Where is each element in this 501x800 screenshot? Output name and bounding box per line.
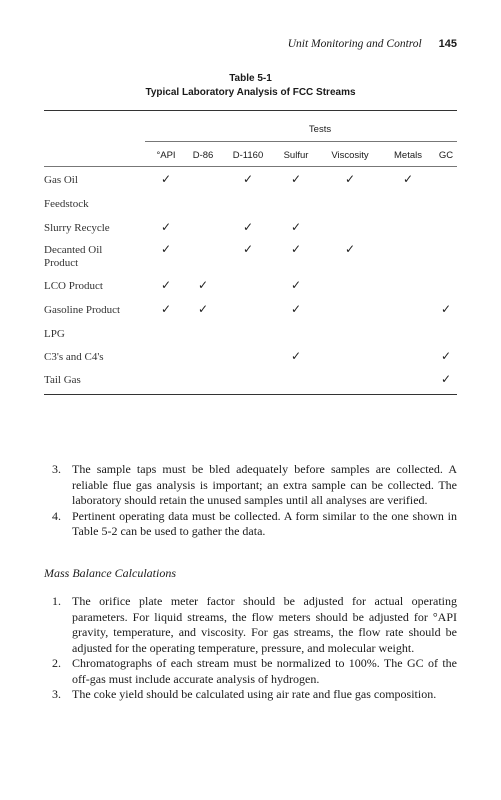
item-text: The coke yield should be calculated using air rate and flue gas composition. <box>72 687 437 701</box>
running-head-title: Unit Monitoring and Control <box>287 38 422 50</box>
row-label-lpg: LPG <box>44 328 65 340</box>
item-number: 1. <box>52 594 61 608</box>
row-label-gasoline-product: Gasoline Product <box>44 304 121 316</box>
col-header-d1160: D-1160 <box>232 150 264 161</box>
check-mark: ✓ <box>440 349 452 363</box>
table-caption <box>0 72 501 100</box>
table-number: Table 5-1 <box>229 73 272 84</box>
check-mark: ✓ <box>290 242 302 256</box>
check-mark: ✓ <box>160 242 172 256</box>
check-mark: ✓ <box>440 372 452 386</box>
item-text: The sample taps must be bled adequately before samples are collected. A reliable flue gas analysis is important; an extra sample can be collected. The laboratory should retain the unused samples until all analyses are verified. <box>72 462 457 507</box>
col-header-metals: Metals <box>394 150 422 161</box>
col-header-d86: D-86 <box>192 150 214 161</box>
check-mark: ✓ <box>160 172 172 186</box>
list-continued <box>44 462 457 540</box>
row-label-tail-gas: Tail Gas <box>44 374 81 386</box>
section-title: Mass Balance Calculations <box>44 566 176 580</box>
check-mark: ✓ <box>160 220 172 234</box>
table-top-rule <box>44 110 457 111</box>
check-mark: ✓ <box>197 278 209 292</box>
check-mark: ✓ <box>160 278 172 292</box>
row-label-feedstock: Feedstock <box>44 198 89 210</box>
list-item <box>44 509 457 540</box>
tests-header: Tests <box>308 124 332 135</box>
table-title: Typical Laboratory Analysis of FCC Streams <box>145 87 356 98</box>
item-text: The orifice plate meter factor should be adjusted for actual operating parameters. For liquid streams, the flow meters should be adjusted for °API gravity, temperature, and viscosity. For gas streams, the flow rate should be adjusted for the operating temperature, pressure, and molecular weight. <box>72 594 457 655</box>
check-mark: ✓ <box>290 278 302 292</box>
row-label-slurry-recycle: Slurry Recycle <box>44 222 110 234</box>
running-head <box>44 38 457 50</box>
check-mark: ✓ <box>402 172 414 186</box>
check-mark: ✓ <box>290 172 302 186</box>
check-mark: ✓ <box>242 172 254 186</box>
header-bottom-rule <box>44 166 457 167</box>
col-header-sulfur: Sulfur <box>283 150 309 161</box>
col-header-viscosity: Viscosity <box>331 150 369 161</box>
check-mark: ✓ <box>290 349 302 363</box>
check-mark: ✓ <box>344 172 356 186</box>
row-label-decanted-oil <box>44 244 102 270</box>
check-mark: ✓ <box>440 302 452 316</box>
check-mark: ✓ <box>290 302 302 316</box>
check-mark: ✓ <box>290 220 302 234</box>
item-number: 3. <box>52 687 61 701</box>
item-text: Pertinent operating data must be collected. A form similar to the one shown in Table 5-2 can be used to gather the data. <box>72 508 457 538</box>
list-item <box>44 687 457 703</box>
page-number: 145 <box>438 38 457 50</box>
row-label-gas-oil: Gas Oil <box>44 174 78 186</box>
item-number: 3. <box>52 462 61 476</box>
row-label-lco-product: LCO Product <box>44 280 103 292</box>
check-mark: ✓ <box>197 302 209 316</box>
row-label-c3-c4: C3's and C4's <box>44 351 104 363</box>
mass-balance-list <box>44 594 457 703</box>
item-number: 2. <box>52 656 61 670</box>
item-text: Chromatographs of each stream must be normalized to 100%. The GC of the off-gas must include accurate analysis of hydrogen. <box>72 656 457 686</box>
row-label-decanted-oil-line1: Decanted Oil <box>44 244 103 256</box>
check-mark: ✓ <box>242 242 254 256</box>
col-header-gc: GC <box>438 150 454 161</box>
list-item <box>44 656 457 687</box>
check-mark: ✓ <box>344 242 356 256</box>
col-header-api: °API <box>156 150 176 161</box>
table-bottom-rule <box>44 394 457 395</box>
item-number: 4. <box>52 508 61 523</box>
list-item <box>44 462 457 509</box>
check-mark: ✓ <box>242 220 254 234</box>
check-mark: ✓ <box>160 302 172 316</box>
list-item <box>44 594 457 656</box>
row-label-decanted-oil-line2: Product <box>44 257 79 269</box>
tests-underline <box>145 141 457 142</box>
